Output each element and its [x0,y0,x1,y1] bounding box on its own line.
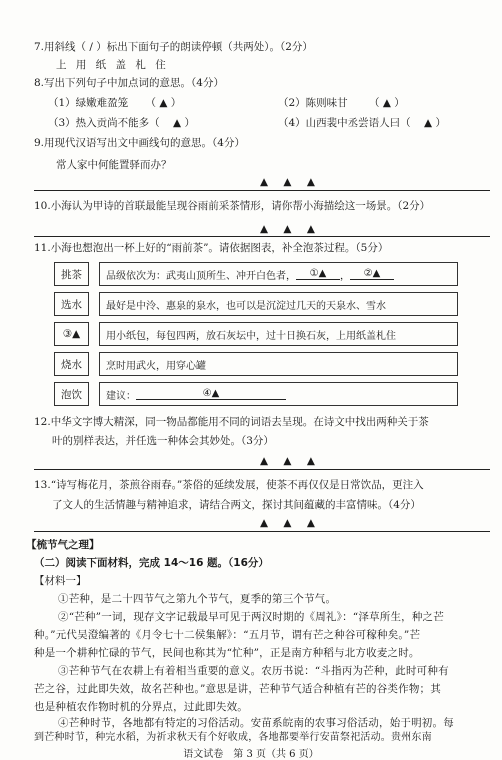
q8-item-3-blank[interactable]: ▲ ） [173,117,195,129]
q8-item-2-blank[interactable]: （ ▲ ） [369,97,405,109]
q10-stem: 10.小海认为甲诗的首联最能呈现谷雨前采茶情形，请你帮小海描绘这一场景。（2分） [34,200,431,212]
q11-stem: 11.小海也想泡出一杯上好的“雨前茶”。请依据图表，补全泡茶过程。（5分） [34,242,389,254]
blank-2[interactable]: ②▲ [350,268,394,280]
q9-stem: 9.用现代汉语写出文中画线句的意思。（4分） [34,137,245,149]
q8-item-1-text: （1）绿嫩难盈笼 [48,97,129,109]
tea-process-chart [54,262,458,412]
q12-answer-marks[interactable]: ▲ ▲ ▲ [260,455,321,467]
paragraph-line: 也是种植农作物时机的分界点，过此即失效。 [34,701,248,713]
process-row-pick [54,262,458,286]
q10-answer-line [34,236,490,237]
q8-stem: 8.写出下列句子中加点词的意思。（4分） [34,77,224,89]
paragraph-line: ④芒种时节，各地都有特定的习俗活动。安苗系皖南的农事习俗活动，始于明初。每 [58,717,454,729]
q9-answer-marks[interactable]: ▲ ▲ ▲ [260,176,321,188]
q10-answer-marks[interactable]: ▲ ▲ ▲ [260,223,321,235]
process-desc-boil: 烹时用武火，用穿心罐 [99,352,458,376]
q8-item-2-text: （2）陈则味甘 [278,97,348,109]
q12-line-2: 叶的别样表达，并任选一种体会其妙处。（3分） [52,435,274,447]
q8-item-4 [278,116,446,130]
q13-line-2: 了文人的生活情趣与精神追求，请结合两文，探讨其间蕴藏的丰富情味。（4分） [52,499,421,511]
blank-3-step[interactable]: ③▲ [54,322,89,346]
process-row-boil [54,352,458,376]
blank-1[interactable]: ①▲ [296,268,340,280]
q7-sentence: 上 用 纸 盖 札 住 [56,59,169,71]
material-label: 【材料一】 [34,575,87,587]
process-desc-pick-text: 品级依次为：武夷山顶所生、冲开白色者， [106,270,296,282]
q9-answer-line [34,190,490,191]
process-desc-brew [99,382,458,406]
section-part: （二）阅读下面材料，完成 14～16 题。（16分） [34,557,269,569]
q8-item-2 [278,96,405,110]
paragraph-line: ①芒种，是二十四节气之第九个节气，夏季的第三个节气。 [58,593,337,605]
page-footer: 语文试卷 第 3 页（共 6 页） [183,749,319,760]
q13-answer-marks[interactable]: ▲ ▲ ▲ [260,517,321,529]
section-title: 【梳节气之理】 [26,539,100,551]
paragraph-line: ②“芒种”一词，现存文字记载最早可见于两汉时期的《周礼》：“泽草所生，种之芒 [58,611,444,623]
process-step-pick: 挑茶 [54,262,89,286]
process-row-brew [54,382,458,406]
process-desc-water: 最好是中泠、惠泉的泉水，也可以是沉淀过几天的天泉水、雪水 [99,292,458,316]
paragraph-line: 种是一个耕种忙碌的节气，民间也称其为“忙种”，正是南方种稻与北方收麦之时。 [34,647,420,659]
process-desc-brew-text: 建议： [106,390,136,402]
q8-item-4-text: （4）山西裴中丞尝语人曰（ [278,117,411,129]
q8-item-1 [48,96,181,110]
q13-line-1: 13.“诗写梅花月，茶煎谷雨春。”茶俗的延续发展，使茶不再仅仅是日常饮品，更注入 [34,479,424,491]
process-step-brew: 泡饮 [54,382,89,406]
q9-sentence: 常人家中何能置驿而办？ [56,159,172,171]
process-step-boil: 烧水 [54,352,89,376]
blank-4[interactable]: ④▲ [136,388,286,400]
process-row-water [54,292,458,316]
paragraph-line: 到芒种时节，种完水稻，为祈求秋天有个好收成，各地都要举行安苗祭祀活动。贵州东南 [34,732,432,743]
paragraph-line: ③芒种节气在农耕上有着相当重要的意义。农历书说：“斗指丙为芒种，此时可种有 [58,665,449,677]
paragraph-line: 芒之谷，过此即失效，故名芒种也。”意思是讲，芒种节气适合种植有芒的谷类作物；其 [34,683,441,695]
q8-item-3 [48,116,195,130]
process-desc-pick [99,262,458,286]
q7-stem: 7.用斜线（ / ）标出下面句子的朗读停顿（共两处）。（2分） [34,41,313,53]
paragraph-line: 种。”元代吴澄编著的《月令七十二侯集解》：“五月节，谓有芒之种谷可稼种矣。”芒 [34,629,421,641]
blank-separator: ， [340,270,350,282]
q12-line-1: 12.中华文字博大精深，同一物品都能用不同的词语去呈现。在诗文中找出两种关于茶 [34,416,429,428]
q8-item-3-text: （3）热入贡尚不能多（ [48,117,160,129]
q8-item-1-blank[interactable]: （ ▲ ） [145,97,182,109]
q13-answer-line [34,531,490,532]
q12-answer-line [34,469,490,470]
process-desc-store: 用小纸包，每包四两，放石灰坛中，过十日换石灰，上用纸盖札住 [99,322,458,346]
q8-item-4-blank[interactable]: ▲ ） [424,117,446,129]
process-step-water: 选水 [54,292,89,316]
process-row-store [54,322,458,346]
